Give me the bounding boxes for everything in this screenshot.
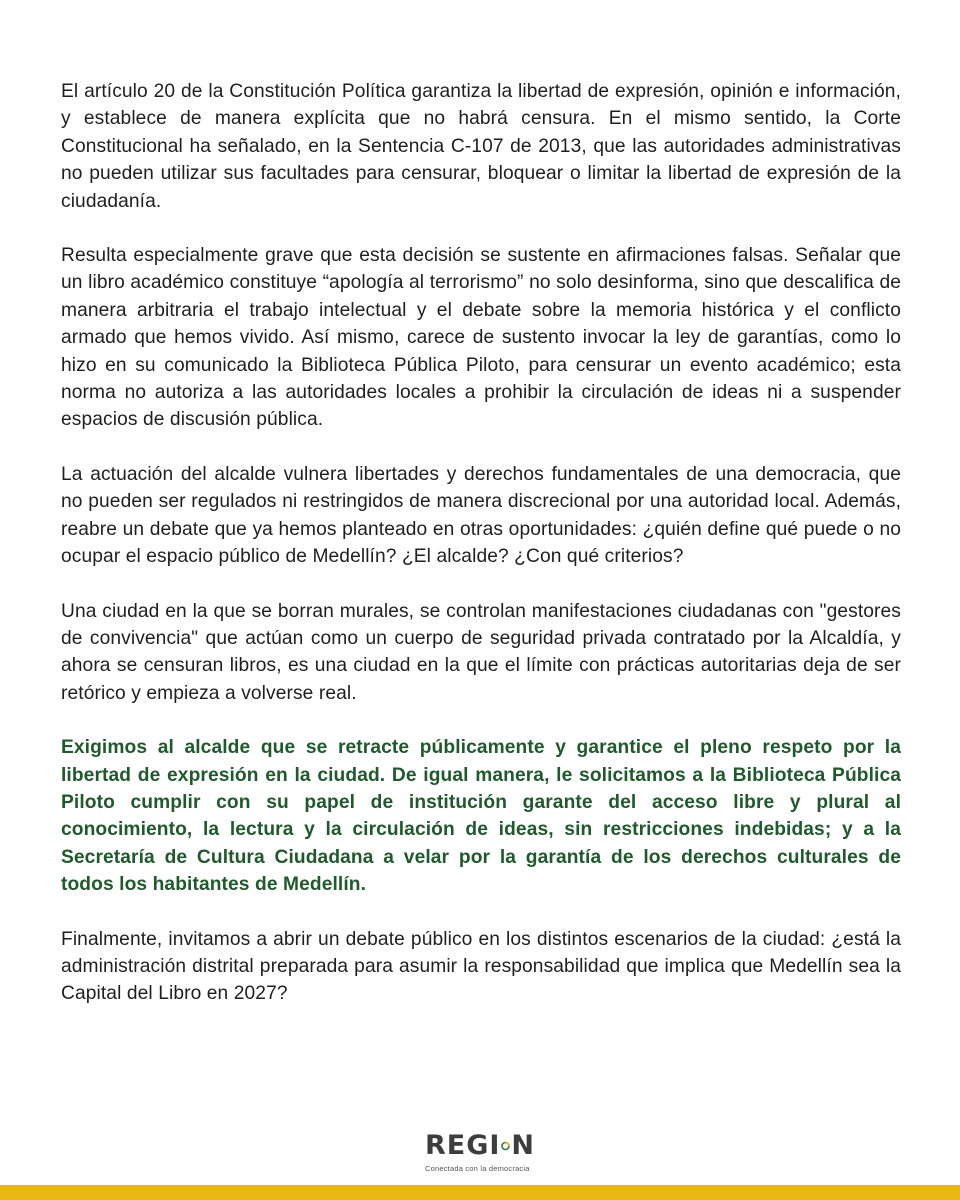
logo-wordmark <box>425 1130 535 1162</box>
paragraph-false-claims: Resulta especialmente grave que esta decisión se sustente en afirmaciones falsas. Señalar que un libro académico constituye “apología al terrorismo” no solo desinforma, sino que descalifica de manera arbitraria el trabajo intelectual y el debate sobre la memoria histórica y el conflicto armado que hemos vivido. Así mismo, carece de sustento invocar la ley de garantías, como lo hizo en su comunicado la Biblioteca Pública Piloto, para censurar un evento académico; esta norma no autoriza a las autoridades locales a prohibir la circulación de ideas ni a suspender espacios de discusión pública. <box>61 245 901 431</box>
paragraph-constitution: El artículo 20 de la Constitución Política garantiza la libertad de expresión, opinión e información, y establece de manera explícita que no habrá censura. En el mismo sentido, la Corte Constitucional ha señalado, en la Sentencia C-107 de 2013, que las autoridades administrativas no pueden utilizar sus facultades para censurar, bloquear o limitar la libertad de expresión de la ciudadanía. <box>61 81 901 212</box>
document-body <box>61 78 901 1035</box>
logo-text-end: N <box>511 1130 535 1161</box>
region-logo <box>425 1130 535 1174</box>
paragraph-demands: Exigimos al alcalde que se retracte públicamente y garantice el pleno respeto por la libertad de expresión en la ciudad. De igual manera, le solicitamos a la Biblioteca Pública Piloto cumplir con su papel de institución garante del acceso libre y plural al conocimiento, la lectura y la circulación de ideas, sin restricciones indebidas; y a la Secretaría de Cultura Ciudadana a velar por la garantía de los derechos culturales de todos los habitantes de Medellín. <box>61 737 901 896</box>
paragraph-conclusion: Finalmente, invitamos a abrir un debate público en los distintos escenarios de la ciudad: ¿está la administración distrital preparada para asumir la responsabilidad que implica que Medellín sea la Capital del Libro en 2027? <box>61 928 901 1005</box>
bottom-accent-bar <box>0 1185 960 1200</box>
logo-tagline: Conectada con la democracia <box>425 1164 530 1173</box>
logo-text-start: REGI <box>425 1130 501 1161</box>
paragraph-city-censorship: Una ciudad en la que se borran murales, se controlan manifestaciones ciudadanas con "gestores de convivencia" que actúan como un cuerpo de seguridad privada contratado por la Alcaldía, y ahora se censuran libros, es una ciudad en la que el límite con prácticas autoritarias deja de ser retórico y empieza a volverse real. <box>61 600 901 704</box>
paragraph-mayor-action: La actuación del alcalde vulnera libertades y derechos fundamentales de una democracia, que no pueden ser regulados ni restringidos de manera discrecional por una autoridad local. Además, reabre un debate que ya hemos planteado en otras oportunidades: ¿quién define qué puede o no ocupar el espacio público de Medellín? ¿El alcalde? ¿Con qué criterios? <box>61 463 901 568</box>
region-o-icon <box>501 1132 510 1160</box>
